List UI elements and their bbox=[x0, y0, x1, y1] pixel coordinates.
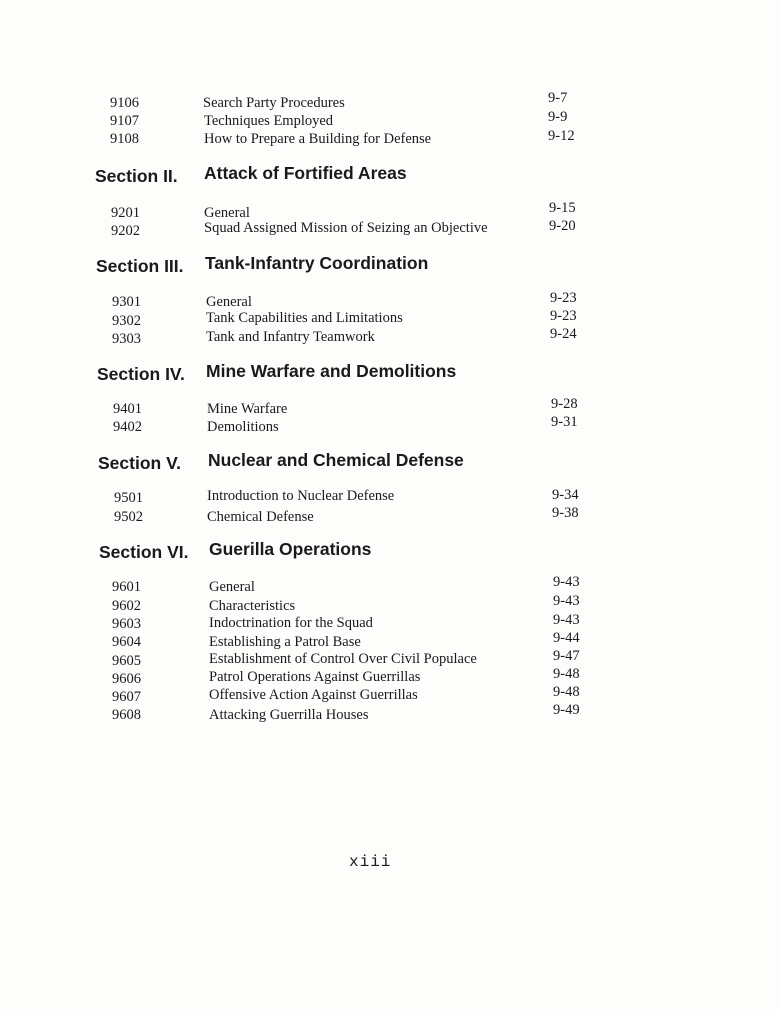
section-title: Attack of Fortified Areas bbox=[204, 163, 407, 183]
entry-page: 9-49 bbox=[553, 702, 580, 718]
entry-page: 9-24 bbox=[550, 326, 577, 342]
entry-page: 9-15 bbox=[549, 200, 576, 216]
entry-page: 9-31 bbox=[551, 414, 578, 430]
entry-page: 9-43 bbox=[553, 574, 580, 590]
entry-title: Search Party Procedures bbox=[203, 95, 345, 111]
entry-page: 9-7 bbox=[548, 90, 568, 106]
section-heading bbox=[96, 254, 536, 278]
toc-entry bbox=[111, 218, 591, 240]
entry-page: 9-44 bbox=[553, 630, 580, 646]
entry-number: 9601 bbox=[112, 579, 141, 595]
section-heading bbox=[98, 451, 538, 475]
section-label: Section III. bbox=[96, 256, 184, 276]
entry-number: 9106 bbox=[110, 95, 139, 111]
section-title: Nuclear and Chemical Defense bbox=[208, 450, 464, 470]
toc-entry bbox=[112, 702, 592, 724]
section-label: Section VI. bbox=[99, 542, 189, 562]
entry-page: 9-23 bbox=[550, 308, 577, 324]
entry-number: 9303 bbox=[112, 331, 141, 347]
entry-number: 9606 bbox=[112, 671, 141, 687]
entry-page: 9-43 bbox=[553, 593, 580, 609]
entry-page: 9-47 bbox=[553, 648, 580, 664]
section-heading bbox=[95, 164, 535, 188]
entry-page: 9-48 bbox=[553, 684, 580, 700]
entry-page: 9-9 bbox=[548, 109, 568, 125]
entry-page: 9-20 bbox=[549, 218, 576, 234]
entry-number: 9108 bbox=[110, 131, 139, 147]
section-heading bbox=[97, 362, 537, 386]
entry-page: 9-23 bbox=[550, 290, 577, 306]
section-title: Tank-Infantry Coordination bbox=[205, 253, 429, 273]
entry-title: Squad Assigned Mission of Seizing an Objective bbox=[204, 220, 488, 236]
entry-title: Tank and Infantry Teamwork bbox=[206, 329, 375, 345]
entry-page: 9-34 bbox=[552, 487, 579, 503]
entry-number: 9302 bbox=[112, 313, 141, 329]
toc-entry bbox=[112, 326, 592, 348]
entry-number: 9605 bbox=[112, 653, 141, 669]
entry-title: Attacking Guerrilla Houses bbox=[209, 707, 369, 723]
entry-number: 9607 bbox=[112, 689, 141, 705]
page-number: xiii bbox=[349, 853, 392, 871]
entry-number: 9107 bbox=[110, 113, 139, 129]
entry-title: Indoctrination for the Squad bbox=[209, 615, 373, 631]
entry-page: 9-28 bbox=[551, 396, 578, 412]
entry-number: 9501 bbox=[114, 490, 143, 506]
entry-title: Offensive Action Against Guerrillas bbox=[209, 687, 418, 703]
entry-title: Patrol Operations Against Guerrillas bbox=[209, 669, 421, 685]
entry-title: Chemical Defense bbox=[207, 509, 314, 525]
entry-title: Establishing a Patrol Base bbox=[209, 634, 361, 650]
entry-title: General bbox=[204, 205, 250, 221]
section-label: Section V. bbox=[98, 453, 181, 473]
entry-title: General bbox=[206, 294, 252, 310]
entry-number: 9202 bbox=[111, 223, 140, 239]
entry-title: Introduction to Nuclear Defense bbox=[207, 488, 395, 504]
toc-entry bbox=[110, 130, 590, 148]
entry-page: 9-43 bbox=[553, 612, 580, 628]
entry-title: Demolitions bbox=[207, 419, 279, 435]
toc-entry bbox=[113, 396, 593, 418]
entry-number: 9502 bbox=[114, 509, 143, 525]
toc-entry bbox=[112, 630, 592, 651]
toc-entry bbox=[112, 593, 592, 615]
toc-entry bbox=[114, 489, 594, 507]
entry-number: 9301 bbox=[112, 294, 141, 310]
section-title: Mine Warfare and Demolitions bbox=[206, 361, 457, 381]
entry-title: Mine Warfare bbox=[207, 401, 288, 417]
entry-number: 9402 bbox=[113, 419, 142, 435]
entry-page: 9-12 bbox=[548, 128, 575, 144]
toc-entry bbox=[113, 414, 593, 436]
toc-entry bbox=[112, 574, 592, 596]
entry-page: 9-38 bbox=[552, 505, 579, 521]
section-label: Section IV. bbox=[97, 364, 185, 384]
toc-entry bbox=[110, 109, 590, 130]
entry-title: How to Prepare a Building for Defense bbox=[204, 131, 432, 147]
entry-number: 9602 bbox=[112, 598, 141, 614]
entry-title: Techniques Employed bbox=[204, 113, 334, 129]
entry-number: 9401 bbox=[113, 401, 142, 417]
section-heading bbox=[99, 540, 539, 564]
toc-entry bbox=[112, 684, 592, 706]
entry-title: Establishment of Control Over Civil Populace bbox=[209, 651, 477, 667]
entry-number: 9603 bbox=[112, 616, 141, 632]
entry-number: 9608 bbox=[112, 707, 141, 723]
toc-entry bbox=[114, 505, 594, 526]
toc-entry bbox=[110, 90, 590, 112]
entry-page: 9-48 bbox=[553, 666, 580, 682]
entry-number: 9604 bbox=[112, 634, 141, 650]
entry-title: Characteristics bbox=[209, 598, 296, 614]
section-title: Guerilla Operations bbox=[209, 539, 372, 559]
section-label: Section II. bbox=[95, 166, 178, 186]
entry-title: General bbox=[209, 579, 255, 595]
entry-number: 9201 bbox=[111, 205, 140, 221]
toc-entry bbox=[112, 612, 592, 633]
entry-title: Tank Capabilities and Limitations bbox=[206, 310, 403, 326]
